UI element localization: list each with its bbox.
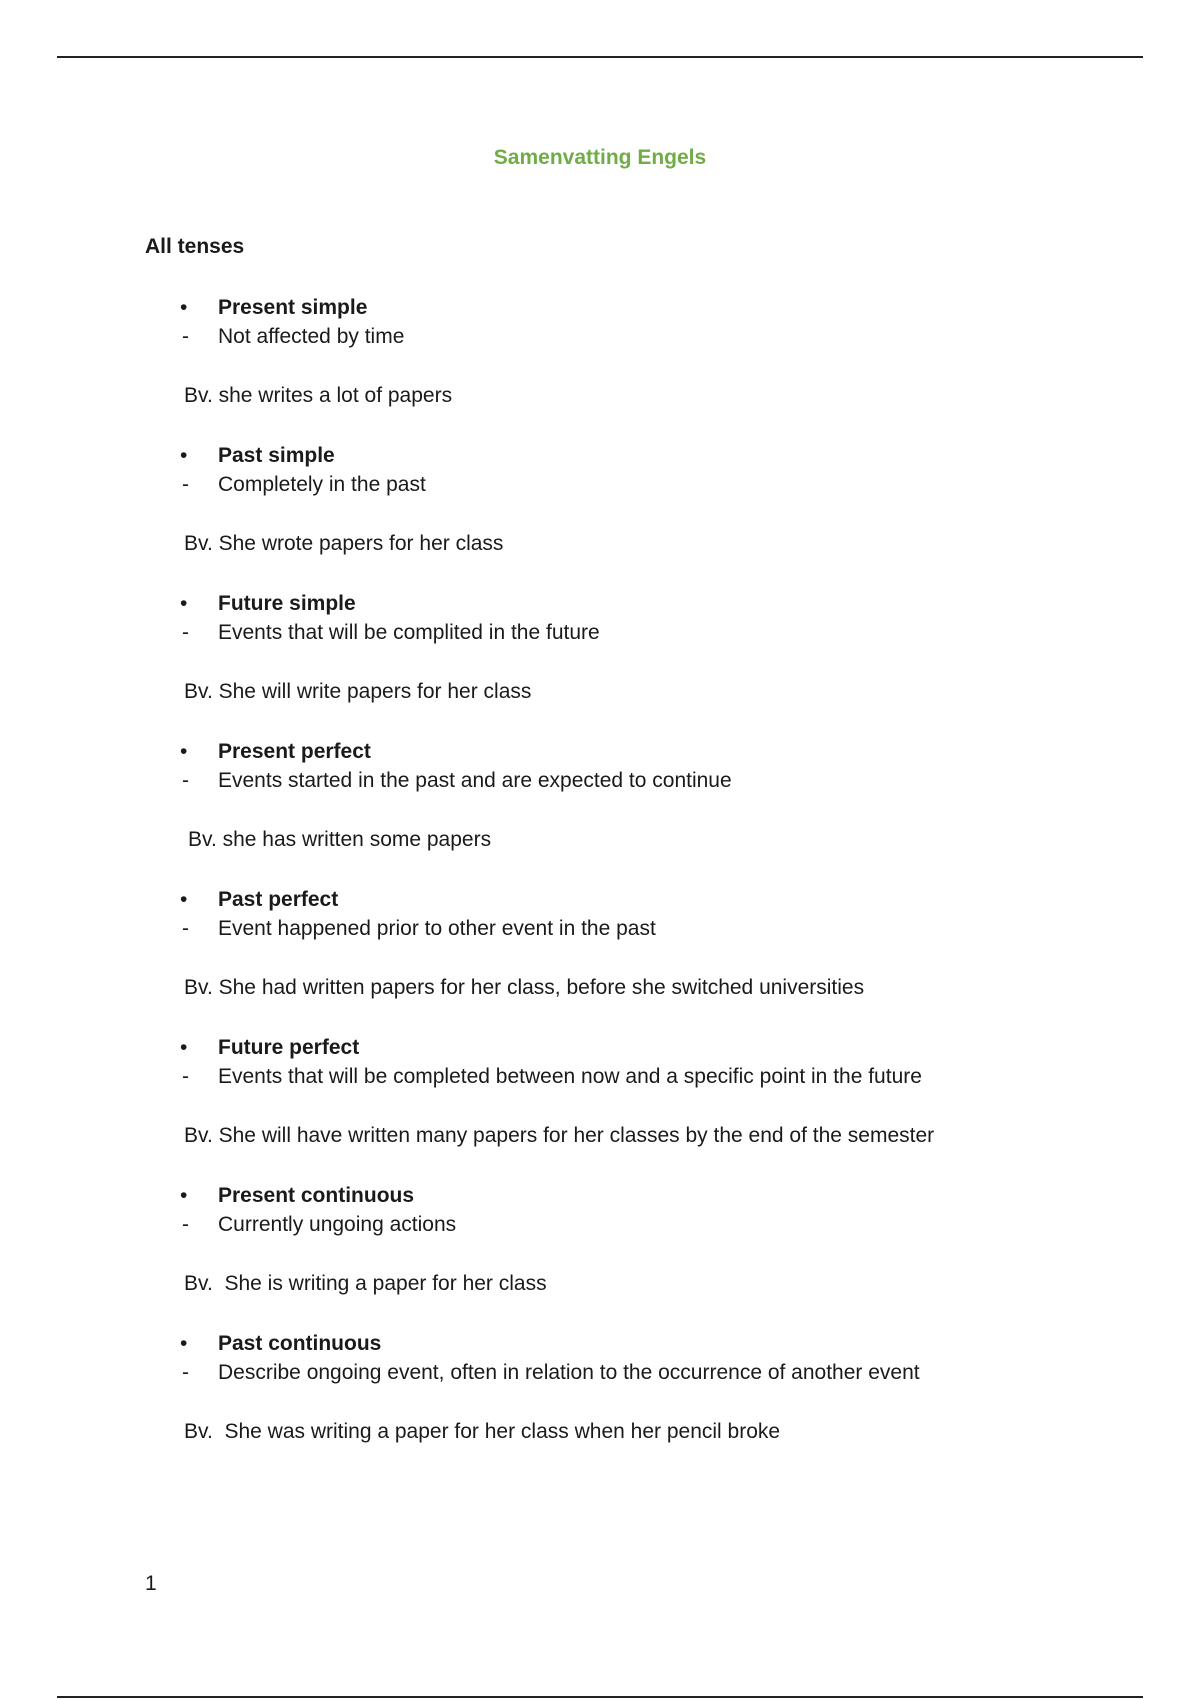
tense-name: Present simple xyxy=(218,296,368,319)
tense-example: Bv. She will have written many papers for her classes by the end of the semester xyxy=(184,1124,935,1147)
bullet-icon: • xyxy=(180,296,188,319)
tense-description: Events that will be completed between now and a specific point in the future xyxy=(218,1065,922,1088)
tense-description: Completely in the past xyxy=(218,473,426,496)
tense-name: Present perfect xyxy=(218,740,371,763)
bullet-icon: • xyxy=(180,1184,188,1207)
tense-item-future-simple xyxy=(0,590,1200,738)
tense-name: Past perfect xyxy=(218,888,339,911)
dash-icon: - xyxy=(182,1065,189,1088)
tense-description: Events that will be complited in the future xyxy=(218,621,600,644)
tense-description: Events started in the past and are expected to continue xyxy=(218,769,732,792)
tense-example: Bv. She had written papers for her class, before she switched universities xyxy=(184,976,865,999)
tense-item-present-perfect xyxy=(0,738,1200,886)
dash-icon: - xyxy=(182,325,189,348)
tense-description: Not affected by time xyxy=(218,325,405,348)
tense-item-past-simple xyxy=(0,442,1200,590)
tense-item-past-perfect xyxy=(0,886,1200,1034)
tense-example: Bv. She was writing a paper for her class when her pencil broke xyxy=(184,1420,781,1443)
page-number: 1 xyxy=(145,1572,157,1595)
tense-name: Past continuous xyxy=(218,1332,382,1355)
document-title: Samenvatting Engels xyxy=(493,146,707,169)
tense-example: Bv. She is writing a paper for her class xyxy=(184,1272,547,1295)
tense-example: Bv. she has written some papers xyxy=(188,828,492,851)
tense-item-future-perfect xyxy=(0,1034,1200,1182)
dash-icon: - xyxy=(182,917,189,940)
tense-item-present-simple xyxy=(0,294,1200,442)
bullet-icon: • xyxy=(180,444,188,467)
tense-example: Bv. She will write papers for her class xyxy=(184,680,532,703)
dash-icon: - xyxy=(182,1213,189,1236)
dash-icon: - xyxy=(182,769,189,792)
tense-name: Future simple xyxy=(218,592,356,615)
bullet-icon: • xyxy=(180,740,188,763)
bullet-icon: • xyxy=(180,1332,188,1355)
tense-description: Describe ongoing event, often in relation to the occurrence of another event xyxy=(218,1361,920,1384)
footer-rule xyxy=(57,1696,1143,1698)
tense-name: Present continuous xyxy=(218,1184,415,1207)
header-rule xyxy=(57,56,1143,58)
tense-item-present-continuous xyxy=(0,1182,1200,1330)
tense-description: Currently ungoing actions xyxy=(218,1213,457,1236)
tense-example: Bv. She wrote papers for her class xyxy=(184,532,504,555)
tense-name: Past simple xyxy=(218,444,335,467)
tense-example: Bv. she writes a lot of papers xyxy=(184,384,453,407)
dash-icon: - xyxy=(182,1361,189,1384)
tense-name: Future perfect xyxy=(218,1036,360,1059)
bullet-icon: • xyxy=(180,1036,188,1059)
tense-list xyxy=(0,294,1200,1478)
bullet-icon: • xyxy=(180,592,188,615)
section-heading: All tenses xyxy=(145,235,245,258)
dash-icon: - xyxy=(182,621,189,644)
dash-icon: - xyxy=(182,473,189,496)
bullet-icon: • xyxy=(180,888,188,911)
tense-description: Event happened prior to other event in the past xyxy=(218,917,656,940)
tense-item-past-continuous xyxy=(0,1330,1200,1478)
